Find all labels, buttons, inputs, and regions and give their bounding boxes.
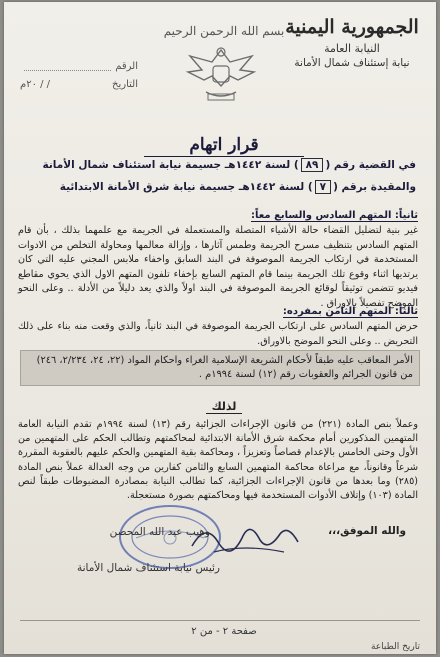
case2-after: ) لسنة ١٤٤٢هـ جسيمة نيابة شرق الأمانة الابتدائية (59, 181, 313, 193)
therefore-heading: لذلك (174, 400, 274, 413)
case-line-1 (26, 158, 416, 172)
number-field (20, 58, 138, 76)
org-line1: النيابة العامة (324, 42, 380, 55)
date-field (20, 76, 138, 94)
basmala: بسم الله الرحمن الرحيم (163, 24, 285, 38)
page-number: صفحة ٢ - من ٢ (191, 626, 257, 637)
case1-number: ٨٩ (301, 158, 324, 172)
reference-fields (20, 58, 138, 94)
case-line-2 (26, 180, 416, 194)
number-label: الرقم (115, 61, 138, 72)
legal-articles-text: الأمر المعاقب عليه طبقاً لأحكام الشريعة الإسلامية الغراء واحكام المواد (٢٢، ٢٤، ٢/٢٣٤، ٢٤٦) من قانون الجرائم والعقوبات رقم (١٢) لسنة ١٩٩٤م . (36, 355, 413, 380)
case1-after: ) لسنة ١٤٤٢هـ جسيمة نيابة استئناف شمال الأمانة (42, 159, 299, 171)
case2-number: ٧ (315, 180, 331, 194)
section2-text: حرض المتهم السادس على ارتكاب الجريمة الموصوفة في البند ثانياً، والذي وقعت منه بناء على ذلك التحريض .. وعلى النحو الموضح بالاوراق. (18, 321, 418, 347)
republic-logo-text: الجمهورية اليمنية (285, 16, 419, 38)
header-organization (282, 16, 422, 69)
document-page (4, 2, 436, 654)
eagle-emblem-icon (182, 42, 260, 106)
date-label: التاريخ (112, 79, 138, 90)
org-line2: نيابة إستئناف شمال الأمانة (294, 57, 410, 69)
signatory-name: وهيب عبد الله المحصن (109, 526, 210, 538)
closing-phrase: والله الموفق،،، (328, 525, 406, 537)
section1-heading: ثانياً: المتهم السادس والسابع معاً: (251, 210, 418, 221)
case1-before: في القضية رقم ( (325, 159, 416, 171)
conclusion-text: وعملاً بنص المادة (٢٢١) من قانون الإجراءات الجزائية رقم (١٣) لسنة ١٩٩٤م تقدم النيابة العامة المتهمين المذكورين أمام محكمة شرق الأمانة الابتدائية لمحاكمتهم وتطالب الحكم على المتهمين من الأول وحتى الخامس بالإعدام قصاصاً وتعزيزاً ، ومحاكمة بقية المتهمين والحكم عليهم بالعقوبة المقررة شرعاً وقانوناً، مع مراعاة محاكمة المتهمين السابع والثامن كفارين من وجه العدالة عملاً بنص المادة (٢٨٥) وما بعدها من قانون الإجراءات الجزائية، كما تطالب النيابة بمصادرة المضبوطات طبقاً لنص المادة (١٠٣) وإتلاف الأدوات المستخدمة فيها ومحاكمتهم بصورة مستعجلة. (18, 419, 418, 502)
footer-divider (20, 620, 420, 621)
signatory-title: رئيس نيابة استئناف شمال الأمانة (76, 562, 220, 574)
section2-heading: ثالثاً: المتهم الثامن بمفرده: (282, 306, 418, 317)
date-suffix: / / ٢٠م (20, 79, 51, 90)
case2-before: والمقيدة برقم ( (333, 181, 416, 193)
document-title: قرار اتهام (144, 135, 304, 157)
print-date-label: تاريخ الطباعة (370, 642, 420, 652)
legal-articles-box (20, 350, 420, 386)
section1-text: غير بنية لتضليل القضاء حالة الأشياء المتصلة والمستعملة في الجريمة مع علمهما بذلك ، بأن قام المتهم السادس بتنظيف مسرح الجريمة وطمس آثارها ، وإزالة معالمها ومحاولة التخلص من الادوات المستخدمة في ارتكاب الجريمة الموصوفة في البند السابق واخفاء ملابس المجني عليه التي كان يرتديها اثناء وقوع تلك الجريمة بينما قام المتهم السابع بإخفاء تلفون المتهم الاول الذي يحوي مقاطع فيديو تتضمن توثيقاً لوقائع الجريمة الموصوفة في البند اولاً والذي يعد دليلاً من الأدلة .. وعلى النحو الموضح تفصيلاً بالاوراق . (18, 225, 418, 309)
